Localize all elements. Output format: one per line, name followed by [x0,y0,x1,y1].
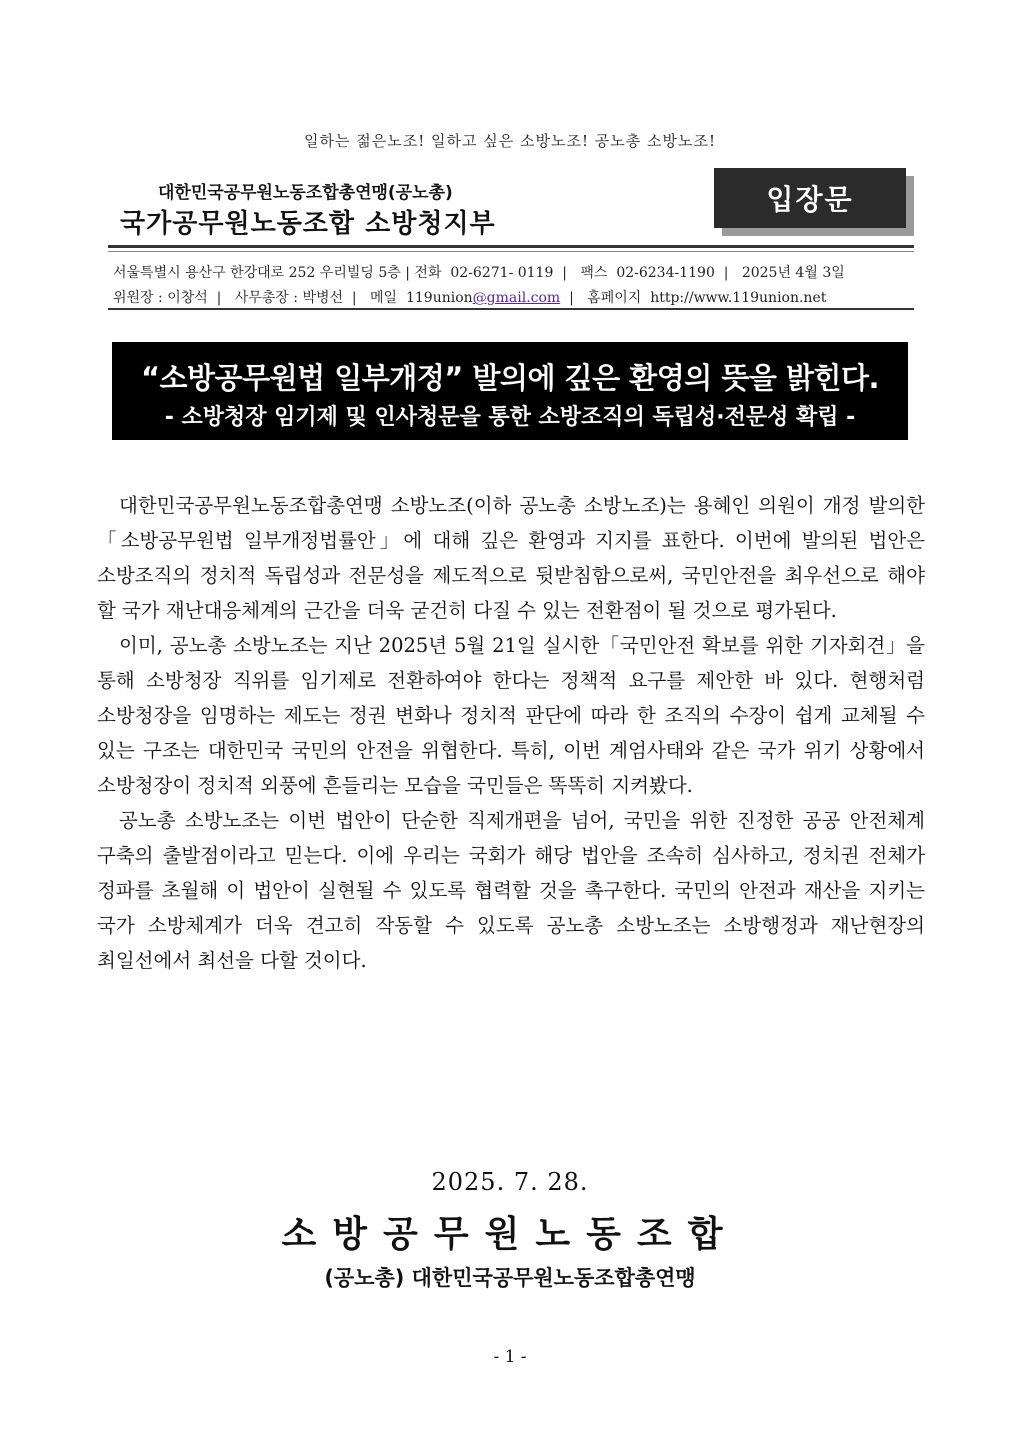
header-divider [108,245,914,248]
homepage-link[interactable]: http://www.119union.net [650,290,827,306]
email-label: 메일 [370,290,398,306]
fax-number: 02-6234-1190 [616,265,715,281]
header-divider-thin [108,251,914,252]
email-link[interactable] [406,290,560,306]
title-box [112,342,908,440]
address: 서울특별시 용산구 한강대로 252 우리빌딩 5층 [113,265,401,281]
issue-date: 2025. 7. 28. [431,1168,589,1196]
paragraph-1: 대한민국공무원노동조합총연맹 소방노조(이하 공노총 소방노조)는 용혜인 의원이 개정 발의한 「소방공무원법 일부개정법률안」에 대해 깊은 환영과 지지를 표한다. 이번에 발의된 법안은 소방조직의 정치적 독립성과 전문성을 제도적으로 뒷받침함으로써, 국민안전을 최우선으로 해야 할 국가 재난대응체계의 근간을 더욱 굳건히 다질 수 있는 전환점이 될 것으로 평가된다. [97,494,925,622]
phone-label: 전화 [414,265,442,281]
paragraph-2: 이미, 공노총 소방노조는 지난 2025년 5월 21일 실시한「국민안전 확보를 위한 기자회견」을 통해 소방청장 직위를 임기제로 전환하여야 한다는 정책적 요구를 제안한 바 있다. 현행처럼 소방청장을 임명하는 제도는 정권 변화나 정치적 판단에 따라 한 조직의 수장이 쉽게 교체될 수 있는 구조는 대한민국 국민의 안전을 위협한다. 특히, 이번 계엄사태와 같은 국가 위기 상황에서 소방청장이 정치적 외풍에 흔들리는 모습을 국민들은 똑똑히 지켜봤다. [97,634,925,797]
statement-badge: 입장문 [714,168,906,228]
main-title: “소방공무원법 일부개정” 발의에 깊은 환영의 뜻을 밝힌다. [140,361,880,395]
contact-line-2: 위원장 : 이창석 | 사무총장 : 박병선 | 메일 119union@gmail.com | 홈페이지 http://www.119union.net [113,290,827,306]
chairman: 위원장 : 이창석 [113,290,208,306]
federation-name: 대한민국공무원노동조합총연맹(공노총) [158,183,453,203]
homepage-label: 홈페이지 [587,290,642,306]
secretary-general: 사무총장 : 박병선 [234,290,344,306]
statement-body [97,488,925,978]
contact-line-1: 서울특별시 용산구 한강대로 252 우리빌딩 5층 | 전화 02-6271- 0119 | 팩스 02-6234-1190 | 2025년 4월 3일 [113,265,845,281]
phone-number: 02-6271- 0119 [450,265,554,281]
slogan: 일하는 젊은노조! 일하고 싶은 소방노조! 공노총 소방노조! [304,132,716,150]
union-branch-name: 국가공무원노동조합 소방청지부 [120,209,496,239]
union-signature: 소방공무원노동조합 [281,1214,739,1255]
contact-divider [108,308,914,310]
paragraph-3: 공노총 소방노조는 이번 법안이 단순한 직제개편을 넘어, 국민을 위한 진정한 공공 안전체계 구축의 출발점이라고 믿는다. 이에 우리는 국회가 해당 법안을 조속히 심사하고, 정치권 전체가 정파를 초월해 이 법안이 실현될 수 있도록 협력할 것을 촉구한다. 국민의 안전과 재산을 지키는 국가 소방체계가 더욱 견고히 작동할 수 있도록 공노총 소방노조는 소방행정과 재난현장의 최일선에서 최선을 다할 것이다. [97,809,925,972]
document-date: 2025년 4월 3일 [741,265,845,281]
page-number: - 1 - [493,1347,527,1367]
federation-signature: (공노총) 대한민국공무원노동조합총연맹 [324,1266,696,1290]
sub-title: - 소방청장 임기제 및 인사청문을 통한 소방조직의 독립성·전문성 확립 - [164,405,856,430]
email-user: 119union [405,290,473,306]
fax-label: 팩스 [580,265,608,281]
email-domain: @gmail.com [472,290,561,306]
